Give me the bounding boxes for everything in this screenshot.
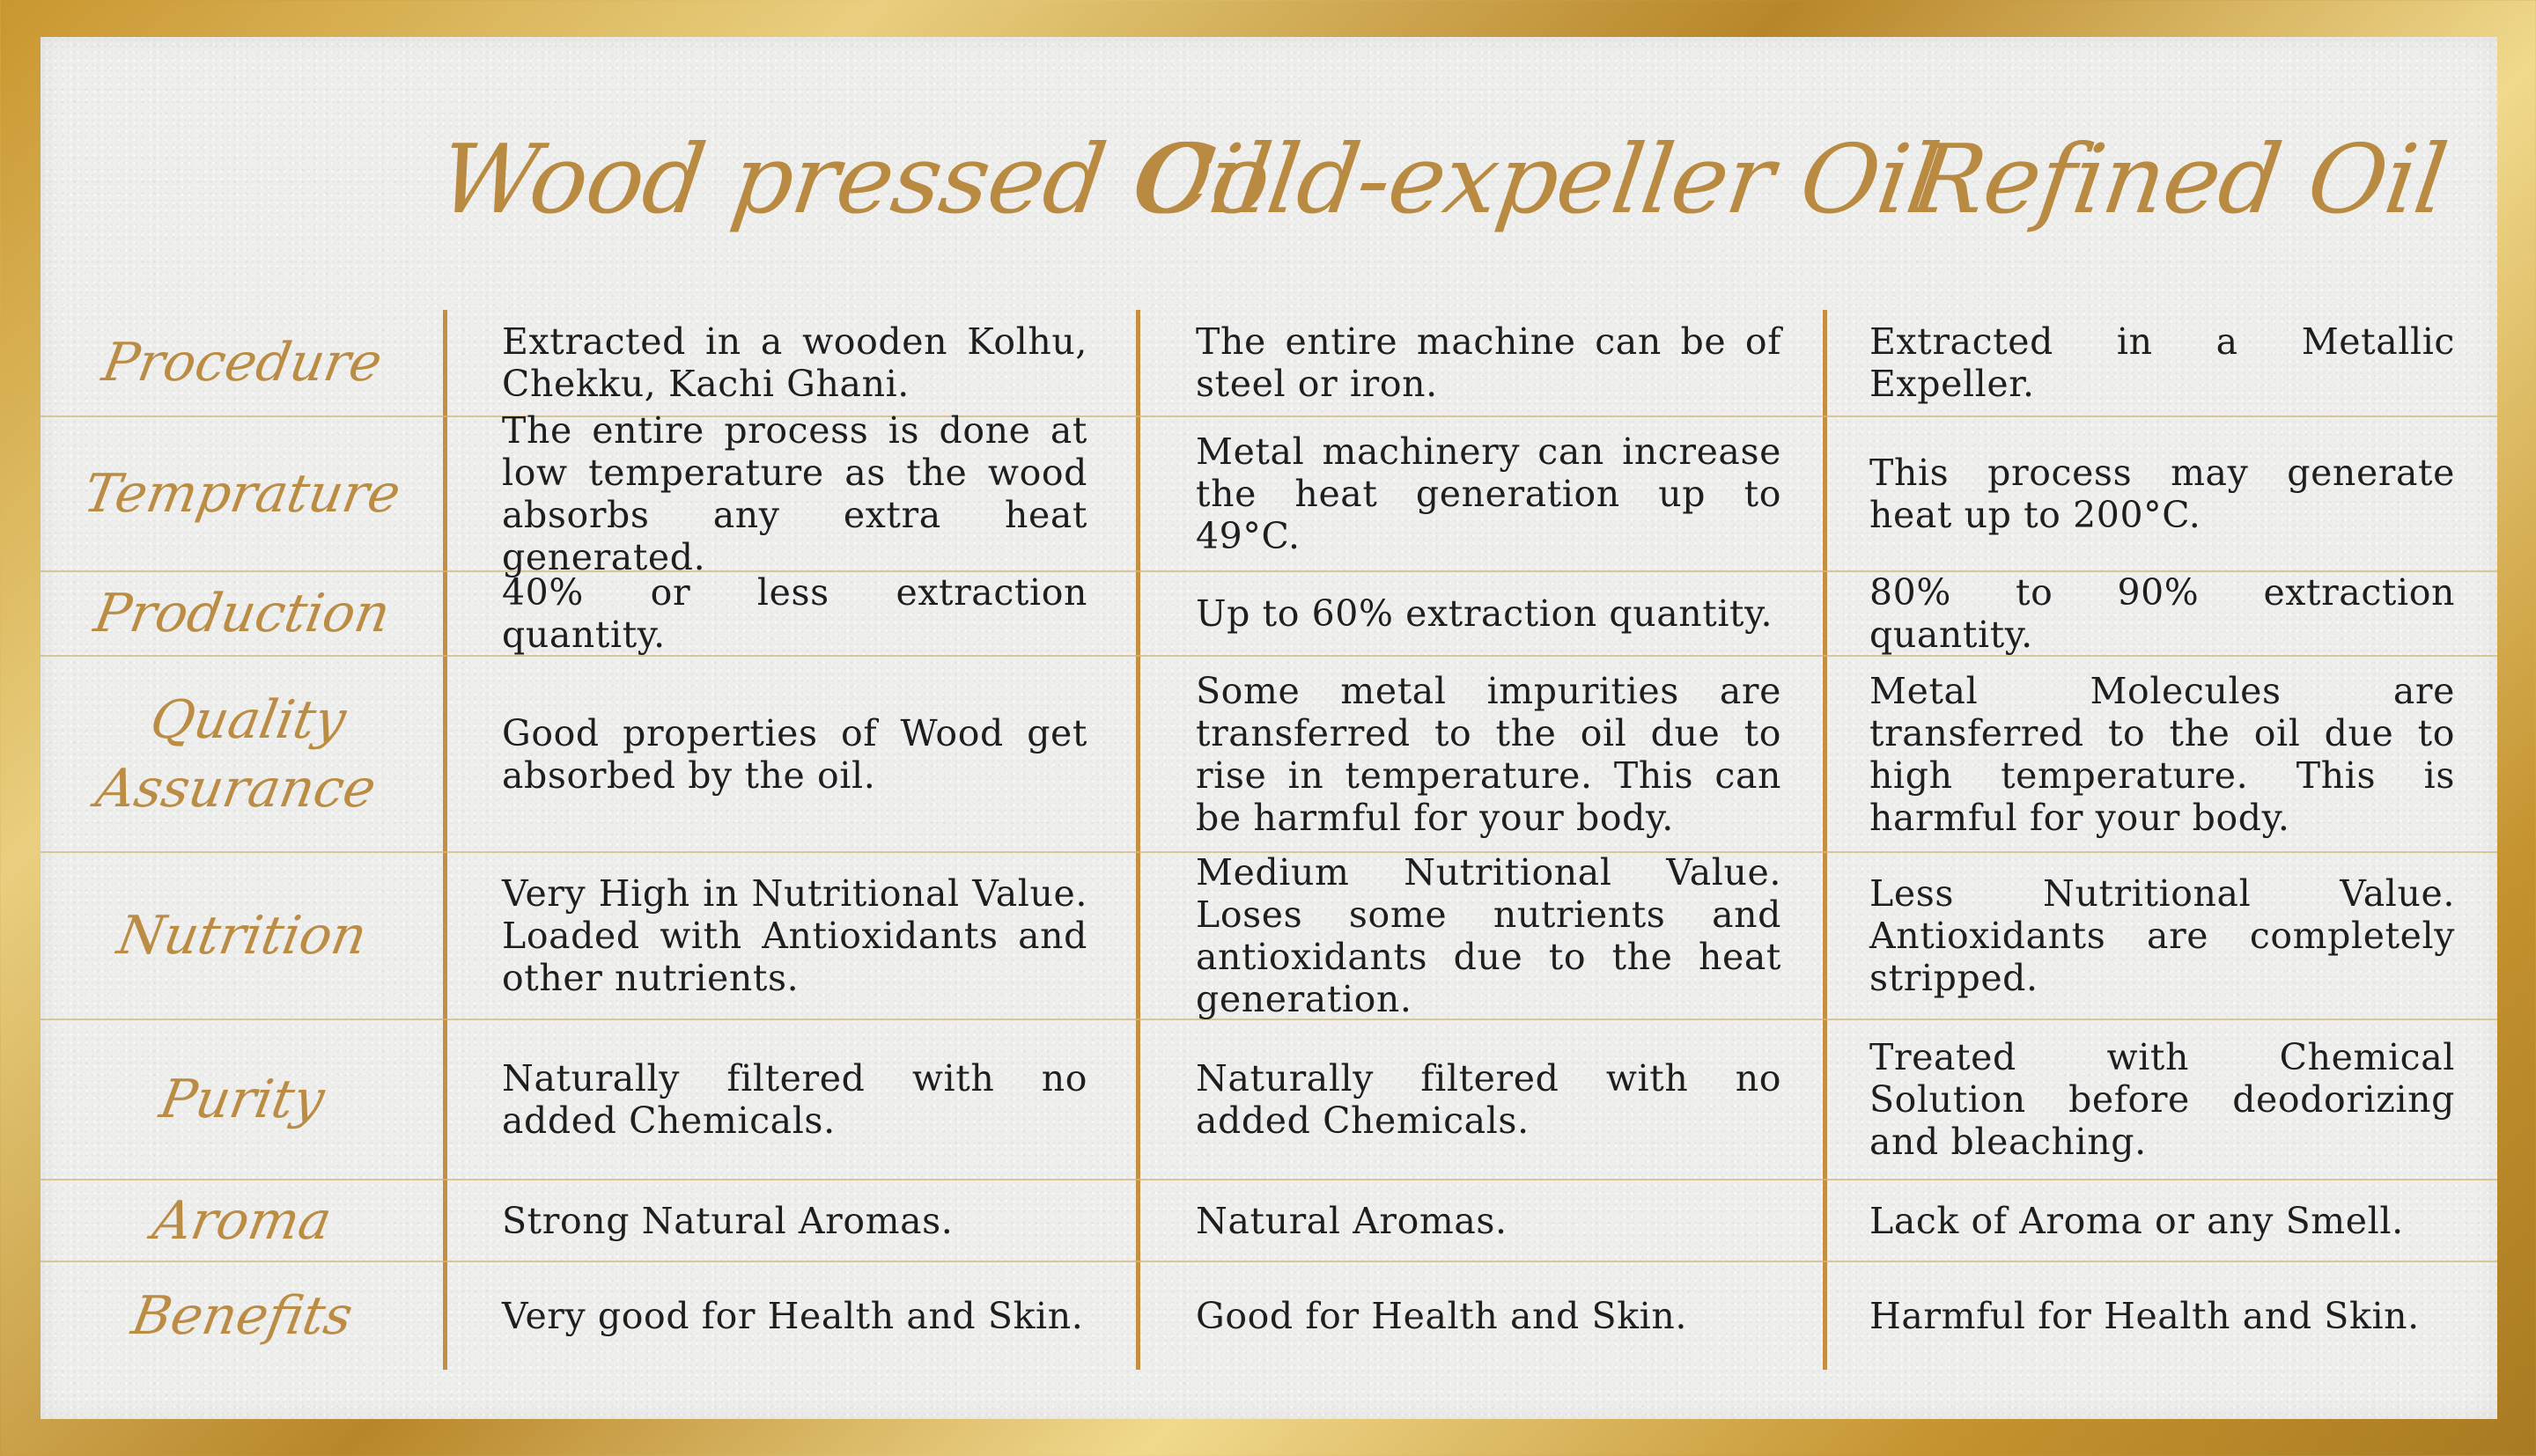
row-label-benefits: Benefits	[127, 1285, 358, 1347]
cell-refined-purity: Treated with Chemical Solution before deodorizing and bleaching.	[1869, 1036, 2455, 1163]
cell-wood-quality-assurance: Good properties of Wood get absorbed by the oil.	[502, 711, 1087, 797]
row-label-temprature: Temprature	[79, 463, 405, 525]
cell-refined-production: 80% to 90% extraction quantity.	[1869, 571, 2455, 656]
cell-refined-quality-assurance: Metal Molecules are transferred to the oil due to high temperature. This is harmful for your body.	[1869, 669, 2455, 839]
cell-wood-procedure: Extracted in a wooden Kolhu, Chekku, Kachi Ghani.	[502, 320, 1087, 405]
cell-cold-purity: Naturally filtered with no added Chemicals.	[1196, 1057, 1781, 1142]
column-header-refined-oil: Refined Oil	[1906, 125, 2453, 235]
row-label-production: Production	[89, 583, 395, 644]
column-divider	[1136, 310, 1140, 1370]
row-label-nutrition: Nutrition	[113, 905, 372, 967]
cell-cold-production: Up to 60% extraction quantity.	[1196, 592, 1773, 635]
cell-cold-quality-assurance: Some metal impurities are transferred to the oil due to rise in temperature. This can be harmful for your body.	[1196, 669, 1781, 839]
cell-cold-aroma: Natural Aromas.	[1196, 1199, 1508, 1242]
cell-wood-temprature: The entire process is done at low temperature as the wood absorbs any extra heat generated.	[502, 409, 1087, 578]
column-divider	[443, 310, 447, 1370]
row-label-aroma: Aroma	[148, 1189, 336, 1252]
column-header-cold-expeller-oil: Cold-expeller Oil	[1132, 125, 1946, 235]
cell-cold-procedure: The entire machine can be of steel or iron.	[1196, 320, 1781, 405]
cell-wood-nutrition: Very High in Nutritional Value. Loaded with Antioxidants and other nutrients.	[502, 872, 1087, 999]
cell-wood-aroma: Strong Natural Aromas.	[502, 1199, 954, 1242]
cell-wood-purity: Naturally filtered with no added Chemicals.	[502, 1057, 1087, 1142]
row-label-procedure: Procedure	[98, 332, 387, 393]
cell-refined-procedure: Extracted in a Metallic Expeller.	[1869, 320, 2455, 405]
cell-refined-benefits: Harmful for Health and Skin.	[1869, 1295, 2420, 1337]
cell-wood-production: 40% or less extraction quantity.	[502, 571, 1087, 656]
row-label-quality-assurance: Quality Assurance	[92, 688, 381, 820]
cell-wood-benefits: Very good for Health and Skin.	[502, 1295, 1084, 1337]
column-divider	[1823, 310, 1827, 1370]
column-header-wood-pressed-oil: Wood pressed Oil	[432, 125, 1278, 235]
cell-cold-nutrition: Medium Nutritional Value. Loses some nutrients and antioxidants due to the heat generation.	[1196, 851, 1781, 1020]
cell-refined-aroma: Lack of Aroma or any Smell.	[1869, 1199, 2404, 1242]
cell-cold-temprature: Metal machinery can increase the heat generation up to 49°C.	[1196, 430, 1781, 557]
cell-refined-nutrition: Less Nutritional Value. Antioxidants are completely stripped.	[1869, 872, 2455, 999]
row-label-purity: Purity	[155, 1069, 329, 1130]
cell-cold-benefits: Good for Health and Skin.	[1196, 1295, 1687, 1337]
cell-refined-temprature: This process may generate heat up to 200°C.	[1869, 452, 2455, 536]
